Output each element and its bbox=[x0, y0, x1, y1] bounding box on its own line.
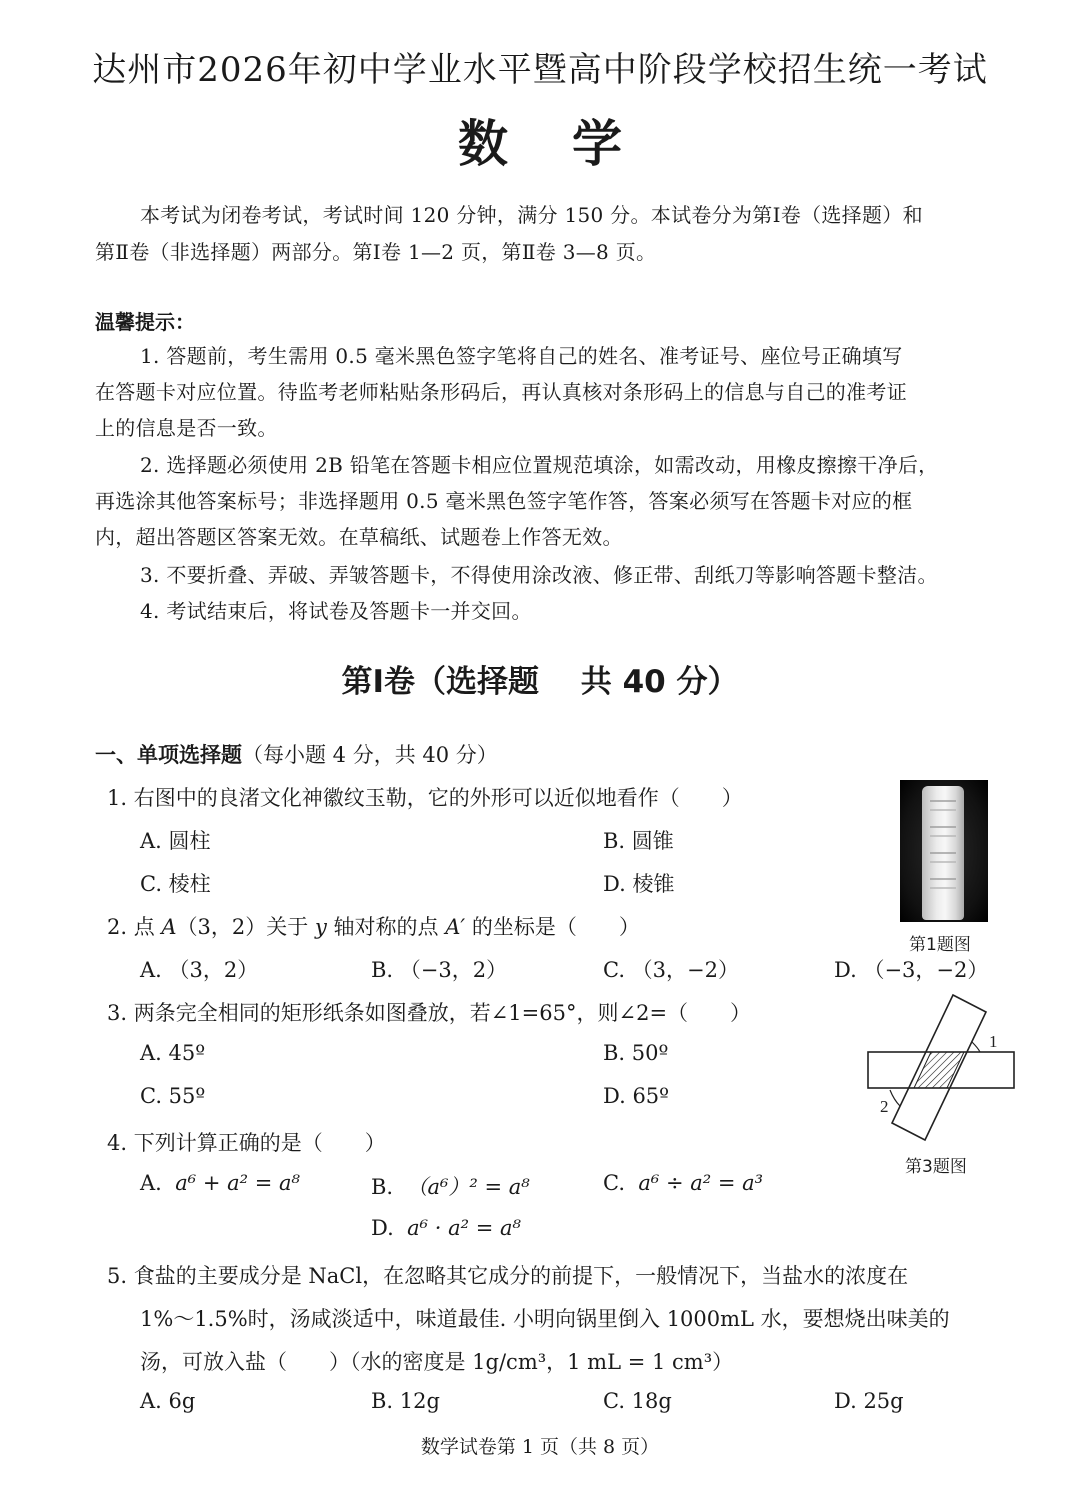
q2-stem-mid2: 轴对称的点 bbox=[326, 915, 446, 939]
intro-line-2: 第Ⅱ卷（非选择题）两部分。第Ⅰ卷 1—2 页，第Ⅱ卷 3—8 页。 bbox=[95, 240, 657, 264]
jade-pattern bbox=[930, 878, 956, 889]
jade-pattern bbox=[930, 800, 956, 811]
jade-cong-photo bbox=[900, 780, 988, 922]
jade-pattern bbox=[930, 852, 956, 863]
q3-figure-caption: 第3题图 bbox=[905, 1157, 967, 1177]
tip-2-line-1: 2. 选择题必须使用 2B 铅笔在答题卡相应位置规范填涂，如需改动，用橡皮擦擦干净后， bbox=[140, 453, 939, 477]
q5-option-a: A. 6g bbox=[140, 1389, 196, 1413]
angle-1-arc bbox=[972, 1042, 980, 1052]
tip-2-line-2: 再选涂其他答案标号；非选择题用 0.5 毫米黑色签字笔作答，答案必须写在答题卡对应的框 bbox=[95, 489, 913, 513]
tip-1-line-1: 1. 答题前，考生需用 0.5 毫米黑色签字笔将自己的姓名、准考证号、座位号正确填写 bbox=[140, 344, 903, 368]
q1-stem: 1. 右图中的良渚文化神徽纹玉勒，它的外形可以近似地看作（ ） bbox=[107, 786, 743, 810]
part-heading bbox=[95, 739, 498, 769]
q4-option-b bbox=[371, 1171, 530, 1201]
q3-paper-strips-figure bbox=[860, 990, 1025, 1145]
q3-option-a: A. 45º bbox=[140, 1041, 206, 1065]
q2-option-d: D. （−3，−2） bbox=[834, 958, 989, 982]
q4-option-a-label: A. bbox=[140, 1171, 162, 1195]
angle-2-arc bbox=[890, 1090, 900, 1106]
q2-option-b: B. （−3，2） bbox=[371, 958, 508, 982]
q4-option-c bbox=[603, 1171, 763, 1195]
tip-2-line-3: 内，超出答题区答案无效。在草稿纸、试题卷上作答无效。 bbox=[95, 525, 623, 549]
tip-3: 3. 不要折叠、弄破、弄皱答题卡，不得使用涂改液、修正带、刮纸刀等影响答题卡整洁。 bbox=[140, 563, 938, 587]
q2-stem-post: 的坐标是（ ） bbox=[465, 915, 640, 939]
q5-option-d: D. 25g bbox=[834, 1389, 904, 1413]
q5-line-2: 1%～1.5%时，汤咸淡适中，味道最佳. 小明向锅里倒入 1000mL 水，要想烧出味美的 bbox=[140, 1307, 950, 1331]
q2-stem bbox=[107, 911, 640, 941]
part-heading-note: （每小题 4 分，共 40 分） bbox=[242, 743, 498, 767]
page-footer: 数学试卷第 1 页（共 8 页） bbox=[420, 1436, 660, 1458]
q3-option-c: C. 55º bbox=[140, 1084, 206, 1108]
point-a-prime: A′ bbox=[445, 915, 466, 939]
y-axis-var: y bbox=[314, 915, 327, 939]
q1-figure-caption: 第1题图 bbox=[909, 935, 971, 955]
q4-option-c-label: C. bbox=[603, 1171, 625, 1195]
angle-1-label: 1 bbox=[989, 1032, 998, 1051]
jade-cylinder bbox=[922, 786, 964, 920]
q3-option-b: B. 50º bbox=[603, 1041, 669, 1065]
tips-heading: 温馨提示： bbox=[95, 310, 195, 334]
jade-pattern bbox=[930, 826, 956, 837]
q4-option-b-label: B. bbox=[371, 1175, 394, 1199]
q4-option-d-expr: a⁶ · a² = a⁸ bbox=[407, 1216, 521, 1240]
section-title: 第Ⅰ卷（选择题 共 40 分） bbox=[341, 664, 739, 700]
tip-1-line-2: 在答题卡对应位置。待监考老师粘贴条形码后，再认真核对条形码上的信息与自己的准考证 bbox=[95, 380, 907, 404]
part-heading-label: 一、单项选择题 bbox=[95, 743, 242, 767]
q4-option-d bbox=[371, 1216, 521, 1240]
q4-option-b-expr: （a⁶）² = a⁸ bbox=[406, 1175, 530, 1199]
q4-option-c-expr: a⁶ ÷ a² = a³ bbox=[638, 1171, 764, 1195]
exam-title: 达州市2026年初中学业水平暨高中阶段学校招生统一考试 bbox=[92, 50, 988, 90]
intro-line-1: 本考试为闭卷考试，考试时间 120 分钟，满分 150 分。本试卷分为第Ⅰ卷（选择题）和 bbox=[140, 203, 923, 227]
q1-option-d: D. 棱锥 bbox=[603, 872, 675, 896]
tip-4: 4. 考试结束后，将试卷及答题卡一并交回。 bbox=[140, 599, 532, 623]
q5-option-c: C. 18g bbox=[603, 1389, 672, 1413]
q3-stem: 3. 两条完全相同的矩形纸条如图叠放，若∠1=65°，则∠2=（ ） bbox=[107, 1001, 752, 1025]
q4-option-d-label: D. bbox=[371, 1216, 394, 1240]
q2-option-a: A. （3，2） bbox=[140, 958, 259, 982]
point-a: A bbox=[161, 915, 177, 939]
q1-option-a: A. 圆柱 bbox=[140, 829, 211, 853]
q4-option-a bbox=[140, 1171, 300, 1195]
q3-option-d: D. 65º bbox=[603, 1084, 670, 1108]
tip-1-line-3: 上的信息是否一致。 bbox=[95, 416, 278, 440]
subject-title: 数学 bbox=[458, 115, 686, 173]
angle-2-label: 2 bbox=[880, 1097, 889, 1116]
q4-option-a-expr: a⁶ + a² = a⁸ bbox=[175, 1171, 300, 1195]
q2-stem-mid: （3，2）关于 bbox=[176, 915, 315, 939]
q1-option-b: B. 圆锥 bbox=[603, 829, 674, 853]
q2-stem-pre: 2. 点 bbox=[107, 915, 162, 939]
q4-stem: 4. 下列计算正确的是（ ） bbox=[107, 1131, 386, 1155]
q5-line-1: 5. 食盐的主要成分是 NaCl，在忽略其它成分的前提下，一般情况下，当盐水的浓度在 bbox=[107, 1264, 909, 1288]
q5-option-b: B. 12g bbox=[371, 1389, 440, 1413]
q5-line-3: 汤，可放入盐（ ）（水的密度是 1g/cm³，1 mL = 1 cm³） bbox=[140, 1350, 734, 1374]
q1-option-c: C. 棱柱 bbox=[140, 872, 211, 896]
overlap-region bbox=[914, 1052, 964, 1088]
q2-option-c: C. （3，−2） bbox=[603, 958, 739, 982]
